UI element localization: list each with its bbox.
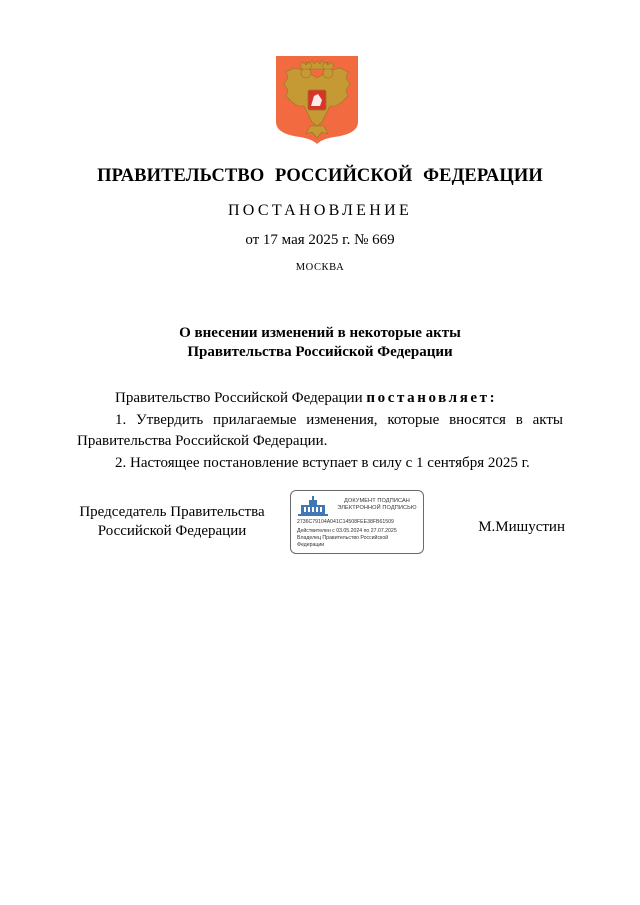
item-1-paragraph: 1. Утвердить прилагаемые изменения, которые вносятся в акты Правительства Российской Федерации.: [77, 411, 563, 449]
signer-position-line-1: Председатель Правительства: [79, 504, 265, 520]
document-type: ПОСТАНОВЛЕНИЕ: [227, 202, 413, 219]
intro-text: Правительство Российской Федерации: [115, 390, 367, 406]
government-building-icon: [295, 496, 331, 516]
stamp-title: [333, 498, 421, 512]
signer-name: М.Мишустин: [478, 519, 565, 535]
stamp-title-line-2: ЭЛЕКТРОННОЙ ПОДПИСЬЮ: [337, 505, 417, 511]
coat-of-arms-icon: [276, 56, 358, 144]
subject-line-1: О внесении изменений в некоторые акты: [179, 325, 461, 341]
stamp-owner-line-2: Федерации: [297, 542, 325, 548]
document-body: [77, 388, 563, 474]
stamp-serial: 2736C79104A041C14508FEE38FB61509: [297, 519, 394, 525]
stamp-owner-line-1: Владелец Правительство Российской: [297, 535, 389, 541]
signer-position: [77, 503, 267, 541]
intro-paragraph: [77, 388, 563, 410]
document-city: МОСКВА: [295, 262, 345, 273]
stamp-validity: Действителен с 03.05.2024 по 27.07.2025: [297, 528, 397, 534]
organization-title: ПРАВИТЕЛЬСТВО РОССИЙСКОЙ ФЕДЕРАЦИИ: [97, 166, 543, 186]
document-date-number: от 17 мая 2025 г. № 669: [245, 232, 395, 248]
item-2-paragraph: 2. Настоящее постановление вступает в силу с 1 сентября 2025 г.: [115, 454, 530, 471]
resolves-word: постановляет:: [366, 390, 498, 406]
document-subject: [0, 324, 640, 362]
electronic-signature-stamp: [290, 490, 424, 554]
signer-position-line-2: Российской Федерации: [97, 523, 247, 539]
subject-line-2: Правительства Российской Федерации: [187, 344, 453, 360]
stamp-title-line-1: ДОКУМЕНТ ПОДПИСАН: [344, 498, 410, 504]
